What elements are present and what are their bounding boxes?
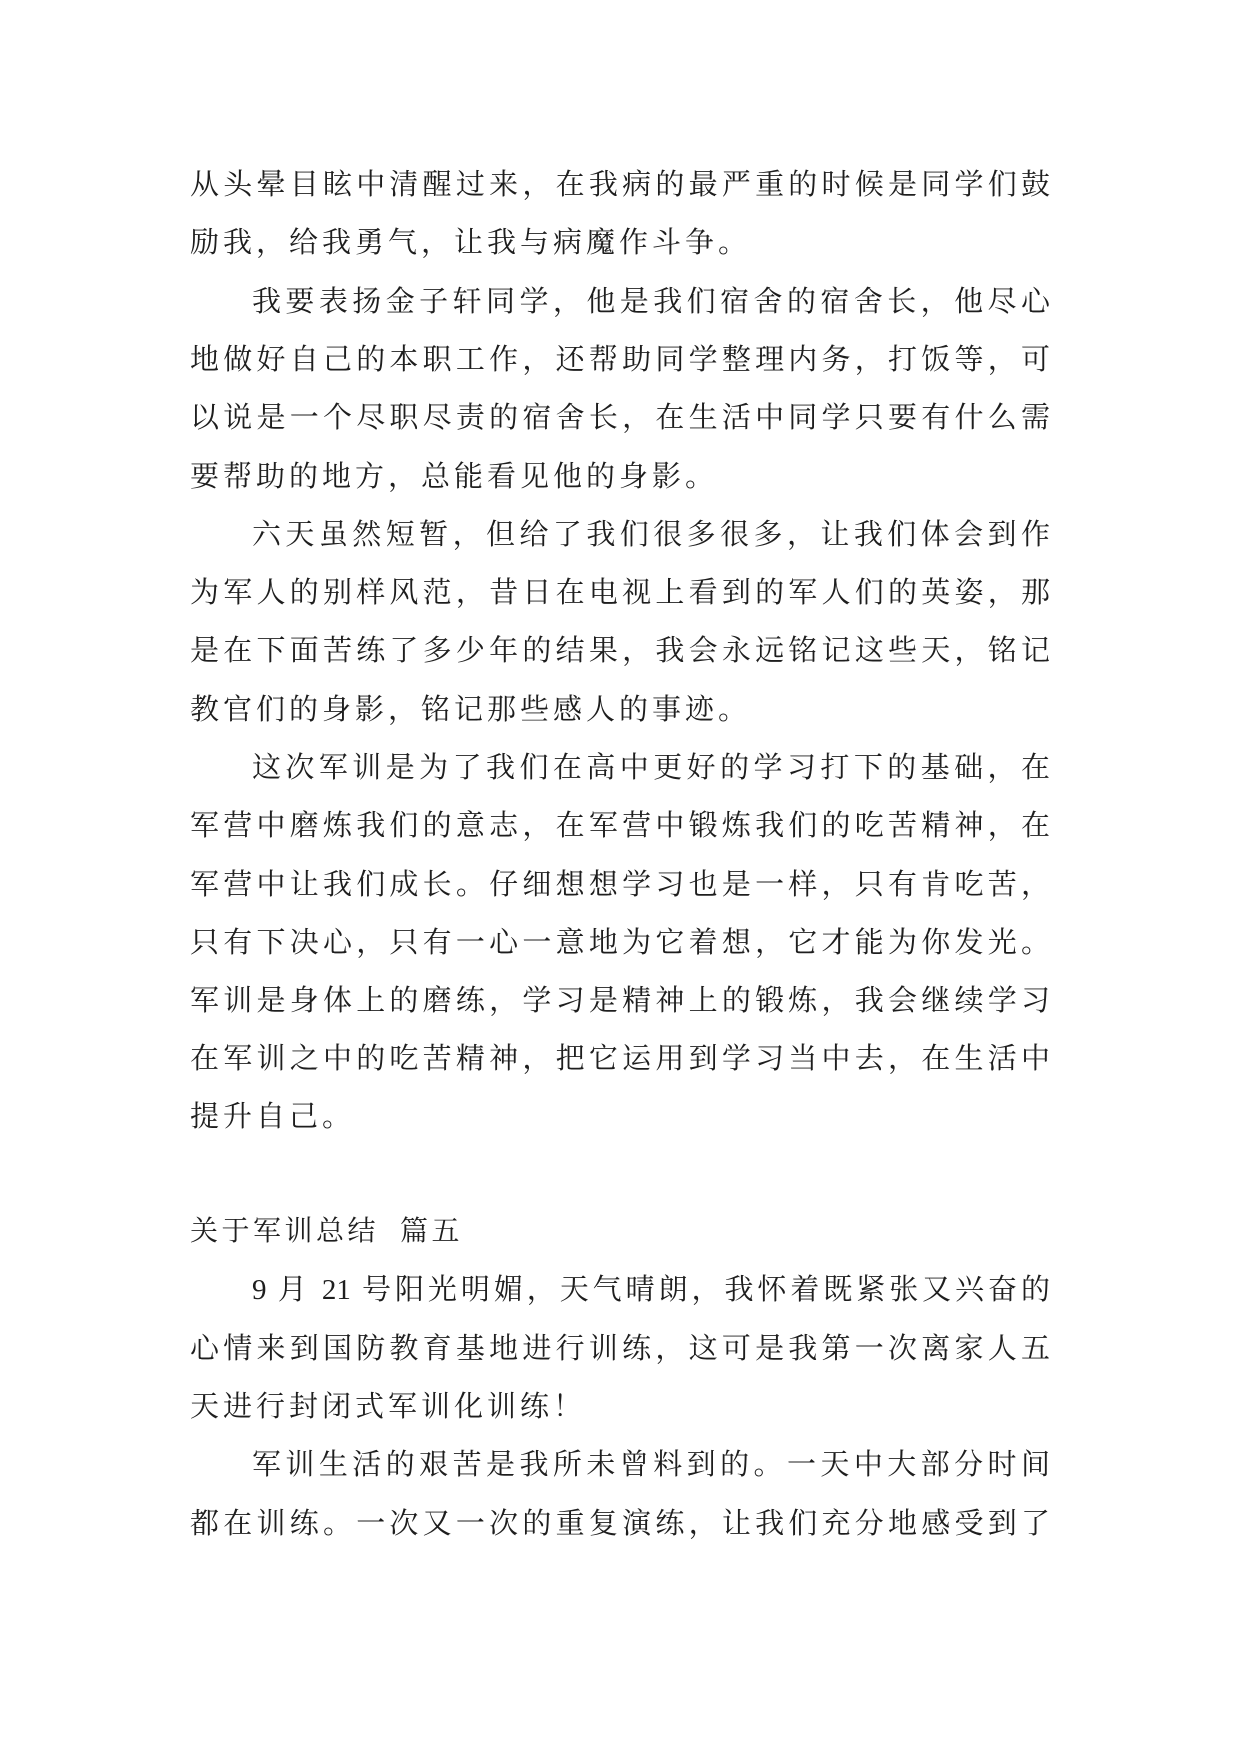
text-line: 地做好自己的本职工作，还帮助同学整理内务，打饭等，可 — [190, 344, 1050, 376]
text-line: 军训生活的艰苦是我所未曾料到的。一天中大部分时间 — [252, 1449, 1050, 1481]
text-line: 天进行封闭式军训化训练！ — [190, 1391, 587, 1423]
text-line: 9 月 21 号阳光明媚，天气晴朗，我怀着既紧张又兴奋的 — [252, 1274, 1050, 1306]
text-line: 从头晕目眩中清醒过来，在我病的最严重的时候是同学们鼓 — [190, 169, 1050, 201]
text-line: 在军训之中的吃苦精神，把它运用到学习当中去，在生活中 — [190, 1043, 1050, 1075]
text-line: 励我，给我勇气，让我与病魔作斗争。 — [190, 227, 752, 259]
text-line: 这次军训是为了我们在高中更好的学习打下的基础，在 — [252, 752, 1050, 784]
text-line: 为军人的别样风范，昔日在电视上看到的军人们的英姿，那 — [190, 577, 1050, 609]
section-heading: 关于军训总结 篇五 — [190, 1216, 464, 1247]
text-line: 只有下决心，只有一心一意地为它着想，它才能为你发光。 — [190, 927, 1050, 959]
text-line: 要帮助的地方，总能看见他的身影。 — [190, 461, 719, 493]
text-line: 是在下面苦练了多少年的结果，我会永远铭记这些天，铭记 — [190, 635, 1050, 667]
text-line: 心情来到国防教育基地进行训练，这可是我第一次离家人五 — [190, 1333, 1050, 1365]
text-line: 六天虽然短暂，但给了我们很多很多，让我们体会到作 — [252, 519, 1050, 551]
text-line: 军训是身体上的磨练，学习是精神上的锻炼，我会继续学习 — [190, 985, 1050, 1017]
text-line: 军营中让我们成长。仔细想想学习也是一样，只有肯吃苦， — [190, 869, 1050, 901]
text-line: 提升自己。 — [190, 1101, 356, 1133]
text-line: 教官们的身影，铭记那些感人的事迹。 — [190, 694, 752, 726]
text-line: 我要表扬金子轩同学，他是我们宿舍的宿舍长，他尽心 — [252, 286, 1050, 318]
text-line: 军营中磨炼我们的意志，在军营中锻炼我们的吃苦精神，在 — [190, 810, 1050, 842]
text-line: 都在训练。一次又一次的重复演练，让我们充分地感受到了 — [190, 1508, 1050, 1540]
text-line: 以说是一个尽职尽责的宿舍长，在生活中同学只要有什么需 — [190, 402, 1050, 434]
